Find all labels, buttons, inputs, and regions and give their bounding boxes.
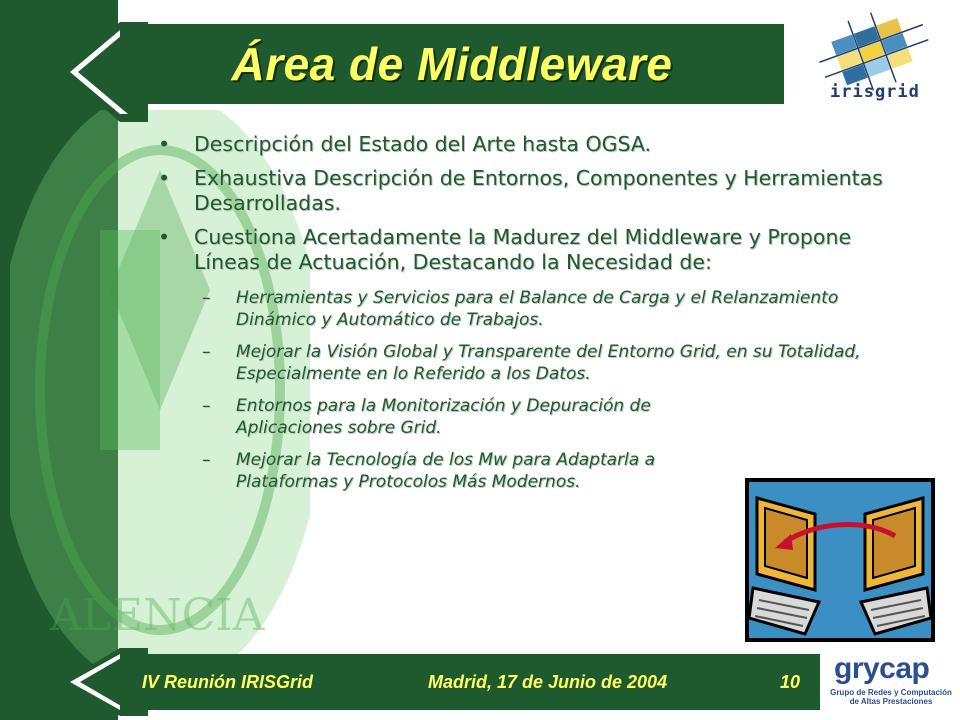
grycap-logo-text: grycap bbox=[834, 652, 930, 685]
sub-item bbox=[150, 395, 656, 439]
footer-event: IV Reunión IRISGrid bbox=[142, 672, 314, 692]
bullet-text: Descripción del Estado del Arte hasta OGSA. bbox=[194, 132, 652, 156]
slide-title: Área de Middleware bbox=[231, 38, 673, 90]
bullet-item bbox=[150, 225, 910, 275]
slide-body bbox=[150, 132, 910, 503]
footer-page-number: 10 bbox=[780, 672, 801, 692]
bullet-marker: • bbox=[158, 225, 171, 249]
bullet-marker: • bbox=[158, 166, 171, 190]
irisgrid-logo-text: irisgrid bbox=[830, 82, 920, 102]
footer-place-date: Madrid, 17 de Junio de 2004 bbox=[428, 672, 668, 692]
sub-item bbox=[150, 449, 676, 493]
bullet-text: Exhaustiva Descripción de Entornos, Componentes y Herramientas Desarrolladas. bbox=[194, 166, 883, 215]
sub-marker: – bbox=[202, 288, 211, 308]
sub-item bbox=[150, 341, 936, 385]
sub-text: Mejorar la Tecnología de los Mw para Adaptarla a Plataformas y Protocolos Más Modernos. bbox=[236, 450, 656, 492]
bullet-text: Cuestiona Acertadamente la Madurez del Middleware y Propone Líneas de Actuación, Destacando la Necesidad de: bbox=[194, 225, 852, 274]
bullet-item bbox=[150, 132, 910, 157]
sub-marker: – bbox=[202, 342, 211, 362]
bullet-item bbox=[150, 166, 910, 216]
sub-text: Mejorar la Visión Global y Transparente del Entorno Grid, en su Totalidad, Especialmente en lo Referido a los Datos. bbox=[236, 342, 861, 384]
svg-text:ALENCIA: ALENCIA bbox=[50, 590, 265, 641]
grycap-logo-subtitle: Grupo de Redes y Computación de Altas Prestaciones bbox=[830, 688, 952, 706]
sub-marker: – bbox=[202, 450, 211, 470]
sub-marker: – bbox=[202, 396, 211, 416]
sub-item bbox=[150, 287, 856, 331]
bullet-marker: • bbox=[158, 132, 171, 156]
sub-text: Herramientas y Servicios para el Balance de Carga y el Relanzamiento Dinámico y Automático de Trabajos. bbox=[236, 288, 839, 330]
sub-text: Entornos para la Monitorización y Depuración de Aplicaciones sobre Grid. bbox=[236, 396, 651, 438]
computers-transfer-clipart bbox=[745, 478, 935, 642]
